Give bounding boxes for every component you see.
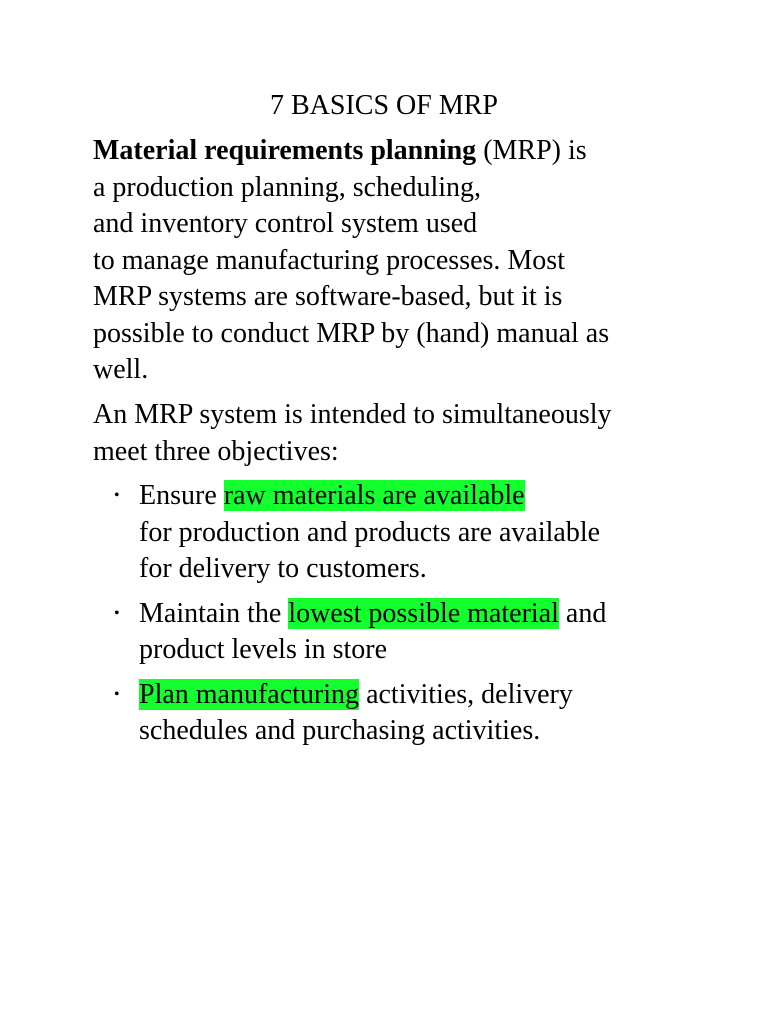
bullet-3-line-1 [139,677,768,714]
intro-line-4: to manage manufacturing processes. Most [93,244,565,276]
bullet-1-line-3: for delivery to customers. [139,553,427,584]
list-item [0,596,768,669]
list-item [0,677,768,750]
bullet-2-suffix: and [558,597,607,629]
bullet-1-highlight: raw materials are available [223,480,525,511]
intro-line-7: well. [93,354,149,385]
bullet-2-line-2: product levels in store [139,634,388,665]
intro-line-1-rest: (MRP) is [476,135,587,166]
bullet-2-prefix: Maintain the [139,597,289,629]
intro-paragraph [93,133,693,389]
intro-line-6: possible to conduct MRP by (hand) manual as [93,317,610,349]
bullet-2-highlight: lowest possible material [288,597,559,629]
objectives-list [0,478,768,758]
objectives-intro-paragraph [93,397,693,470]
intro-line-1 [93,133,693,170]
bullet-2-line-1 [139,596,768,633]
bullet-1-line-1 [139,478,768,515]
page-title: 7 BASICS OF MRP [270,90,498,121]
bullet-icon: • [114,487,120,504]
intro-line-2: a production planning, scheduling, [93,171,482,203]
intro-line-5: MRP systems are software-based, but it is [93,281,563,312]
bullet-1-line-2: for production and products are available [139,516,601,548]
intro-term: Material requirements planning [93,135,477,166]
bullet-3-line-2: schedules and purchasing activities. [139,715,541,746]
list-item [0,478,768,588]
bullet-icon: • [114,604,120,622]
intro-line-3: and inventory control system used [93,208,478,239]
bullet-icon: • [114,685,120,703]
bullet-1-prefix: Ensure [139,480,224,511]
bullet-3-highlight: Plan manufacturing [139,678,360,710]
objectives-intro-line-2: meet three objectives: [93,435,339,467]
bullet-3-suffix: activities, delivery [359,678,573,710]
objectives-intro-line-1: An MRP system is intended to simultaneously [93,399,612,430]
